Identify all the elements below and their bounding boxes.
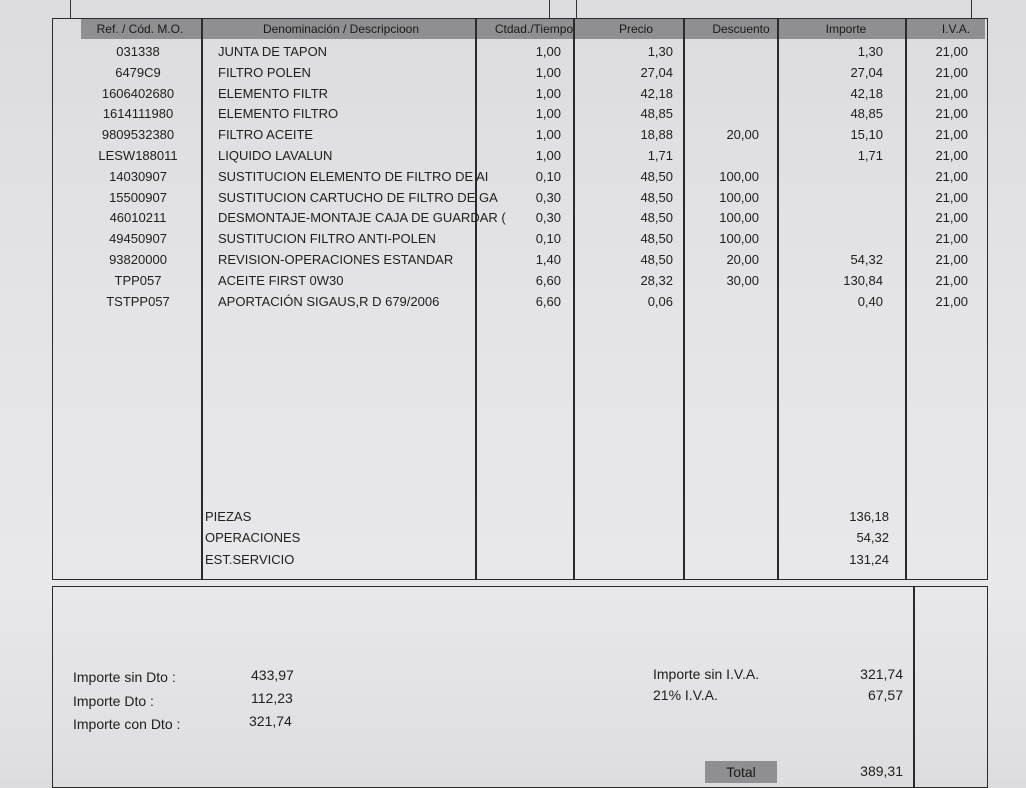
- cell-iva: 21,00: [935, 168, 968, 184]
- cell-price: 27,04: [640, 64, 673, 80]
- summary-sin-dto-label: Importe sin Dto :: [73, 669, 176, 685]
- table-header: [81, 19, 985, 39]
- cell-qty: 1,00: [535, 44, 561, 59]
- cell-ref: TSTPP057: [106, 293, 170, 309]
- cell-price: 1,30: [647, 44, 673, 59]
- cell-ref: 1606402680: [101, 85, 175, 101]
- cell-price: 48,50: [640, 189, 673, 205]
- cell-amount: 27,04: [850, 64, 883, 80]
- total-value: 389,31: [860, 763, 903, 779]
- cell-price: 48,50: [640, 231, 673, 247]
- summary-dto-label: Importe Dto :: [73, 693, 154, 709]
- table-row: [53, 146, 987, 167]
- table-row: [53, 208, 987, 229]
- cell-price: 28,32: [640, 272, 673, 288]
- header-qty: Ctdad./Tiempo: [494, 22, 574, 36]
- table-row: [53, 292, 987, 313]
- header-price: Precio: [618, 22, 653, 36]
- cell-disc: 20,00: [726, 127, 759, 143]
- table-row: [53, 250, 987, 271]
- summary-con-dto-value: 321,74: [249, 713, 292, 729]
- summary-dto-value: 112,23: [251, 690, 293, 706]
- cell-price: 48,50: [640, 168, 673, 184]
- cell-ref: 031338: [116, 44, 160, 59]
- cell-ref: 14030907: [109, 168, 167, 184]
- cell-ref: 15500907: [109, 189, 167, 205]
- table-row: [53, 167, 987, 188]
- cell-iva: 21,00: [935, 231, 968, 247]
- invoice-table: Ref. / Cód. M.O. Denominación / Descripcioon Ctdad./Tiempo Precio Descuento Importe I.V.A. 031338 JUNTA DE TAPON 1,00 1,30 1,30 21,00 6479C9 FILTRO POLEN 1,00 27,04 27,04 21,00 1606402680 ELEMENTO FILTR 1,00 42,18 42,18 21,00 1614111980 ELEMENTO FILTRO 1,00 48,85 48,85 21,00 9809532380 FILTRO ACEITE 1,00 18,88 20,00 15,10 21,00 LESW188011 LIQUIDO LAVALUN 1,00 1,71 1,71 21,00 14030907 SUSTITUCION ELEMENTO DE FILTRO DE AI 0,10 48,50 100,00 21,00 15500907 SUSTITUCION CARTUCHO DE FILTRO DE GA 0,30 48,50 100,00 21,00 46010211 DESMONTAJE-MONTAJE CAJA DE GUARDAR ( 0,30 48,50 100,00 21,00 49450907 SUSTITUCION FILTRO ANTI-POLEN 0,10 48,50 100,00 21,00 93820000 REVISION-OPERACIONES ESTANDAR 1,40 48,50 20,00 54,32 21,00 TPP057 ACEITE FIRST 0W30 6,60 28,32 30,00 130,84 21,00 TSTPP057 APORTACIÓN SIGAUS,R D 679/2006 6,60 0,06 0,40 21,00 PIEZAS 136,18 OPERACIONES 54,32 EST.SERVICIO 131,24: [52, 18, 988, 580]
- cell-iva: 21,00: [935, 189, 968, 205]
- cell-desc: ELEMENTO FILTRO: [218, 106, 339, 122]
- summary-con-dto-label: Importe con Dto :: [73, 716, 181, 732]
- cell-qty: 1,40: [535, 252, 561, 267]
- cell-disc: 30,00: [726, 272, 759, 288]
- cell-iva: 21,00: [935, 127, 968, 143]
- table-row: [53, 125, 987, 146]
- cell-price: 0,06: [647, 293, 673, 309]
- summary-iva-label: 21% I.V.A.: [653, 687, 718, 703]
- cell-qty: 0,30: [535, 210, 561, 226]
- cell-qty: 1,00: [535, 148, 561, 163]
- cell-qty: 0,30: [535, 189, 561, 205]
- cell-desc: APORTACIÓN SIGAUS,R D 679/2006: [218, 293, 440, 309]
- cell-price: 42,18: [640, 85, 673, 101]
- header-iva: I.V.A.: [941, 22, 971, 36]
- cell-qty: 1,00: [535, 85, 561, 101]
- cell-desc: SUSTITUCION CARTUCHO DE FILTRO DE GA: [218, 189, 498, 205]
- header-ref: Ref. / Cód. M.O.: [96, 22, 184, 36]
- cell-desc: JUNTA DE TAPON: [218, 44, 328, 59]
- summary-divider: [913, 587, 915, 787]
- cell-desc: FILTRO ACEITE: [218, 127, 314, 143]
- table-row: [53, 42, 987, 63]
- summary-sin-iva-label: Importe sin I.V.A.: [653, 666, 760, 682]
- cell-ref: 49450907: [109, 231, 167, 247]
- header-discount: Descuento: [712, 22, 770, 36]
- header-amount: Importe: [825, 22, 867, 36]
- cell-qty: 1,00: [535, 127, 561, 143]
- cell-amount: 15,10: [850, 127, 883, 143]
- cell-iva: 21,00: [935, 44, 968, 59]
- cell-qty: 0,10: [535, 168, 561, 184]
- summary-box: [52, 586, 988, 788]
- table-row: [53, 63, 987, 84]
- cell-ref: LESW188011: [98, 148, 178, 163]
- summary-sin-dto-value: 433,97: [251, 667, 294, 683]
- cell-iva: 21,00: [935, 106, 968, 122]
- cell-disc: 100,00: [719, 231, 759, 247]
- cell-price: 18,88: [640, 127, 673, 143]
- cell-price: 48,85: [640, 106, 673, 122]
- cell-amount: 48,85: [850, 106, 883, 122]
- cell-price: 48,50: [640, 210, 673, 226]
- top-right-box: [576, 0, 972, 19]
- cell-disc: 20,00: [726, 252, 759, 267]
- cell-desc: SUSTITUCION ELEMENTO DE FILTRO DE AI: [218, 168, 489, 184]
- cell-desc: REVISION-OPERACIONES ESTANDAR: [218, 252, 454, 267]
- cell-qty: 1,00: [535, 64, 561, 80]
- cell-disc: 100,00: [719, 168, 759, 184]
- cell-price: 48,50: [640, 252, 673, 267]
- cell-disc: 100,00: [719, 210, 759, 226]
- cell-desc: ELEMENTO FILTR: [218, 85, 329, 101]
- summary-iva-value: 67,57: [867, 687, 903, 703]
- cell-ref: 93820000: [109, 252, 167, 267]
- table-row: [53, 271, 987, 292]
- header-desc: Denominación / Descripcioon: [262, 22, 420, 36]
- table-row: [53, 104, 987, 125]
- cell-desc: FILTRO POLEN: [218, 64, 311, 80]
- cell-amount: 42,18: [850, 85, 883, 101]
- cell-iva: 21,00: [935, 252, 968, 267]
- cell-iva: 21,00: [935, 272, 968, 288]
- cell-amount: 1,71: [857, 148, 883, 163]
- cell-desc: SUSTITUCION FILTRO ANTI-POLEN: [218, 231, 436, 247]
- summary-sin-iva-value: 321,74: [860, 666, 903, 682]
- cell-disc: 100,00: [719, 189, 759, 205]
- cell-iva: 21,00: [935, 293, 968, 309]
- cell-price: 1,71: [647, 148, 673, 163]
- cell-qty: 6,60: [535, 293, 561, 309]
- cell-qty: 6,60: [535, 272, 561, 288]
- cell-iva: 21,00: [935, 148, 968, 163]
- table-row: [53, 188, 987, 209]
- cell-ref: 46010211: [109, 210, 167, 226]
- cell-desc: ACEITE FIRST 0W30: [218, 272, 344, 288]
- table-row: [53, 84, 987, 105]
- cell-ref: 6479C9: [115, 64, 161, 80]
- cell-ref: 9809532380: [101, 127, 175, 143]
- cell-amount: 0,40: [857, 293, 883, 309]
- cell-amount: 1,30: [857, 44, 883, 59]
- cell-qty: 1,00: [535, 106, 561, 122]
- table-row: [53, 229, 987, 250]
- cell-qty: 0,10: [535, 231, 561, 247]
- cell-desc: LIQUIDO LAVALUN: [218, 148, 333, 163]
- total-label: Total: [705, 761, 777, 783]
- top-left-box: [70, 0, 550, 19]
- cell-iva: 21,00: [935, 210, 968, 226]
- cell-amount: 54,32: [850, 252, 883, 267]
- cell-iva: 21,00: [935, 85, 968, 101]
- cell-ref: TPP057: [114, 272, 162, 288]
- cell-desc: DESMONTAJE-MONTAJE CAJA DE GUARDAR (: [218, 210, 506, 226]
- cell-iva: 21,00: [935, 64, 968, 80]
- cell-ref: 1614111980: [102, 106, 174, 122]
- cell-amount: 130,84: [843, 272, 883, 288]
